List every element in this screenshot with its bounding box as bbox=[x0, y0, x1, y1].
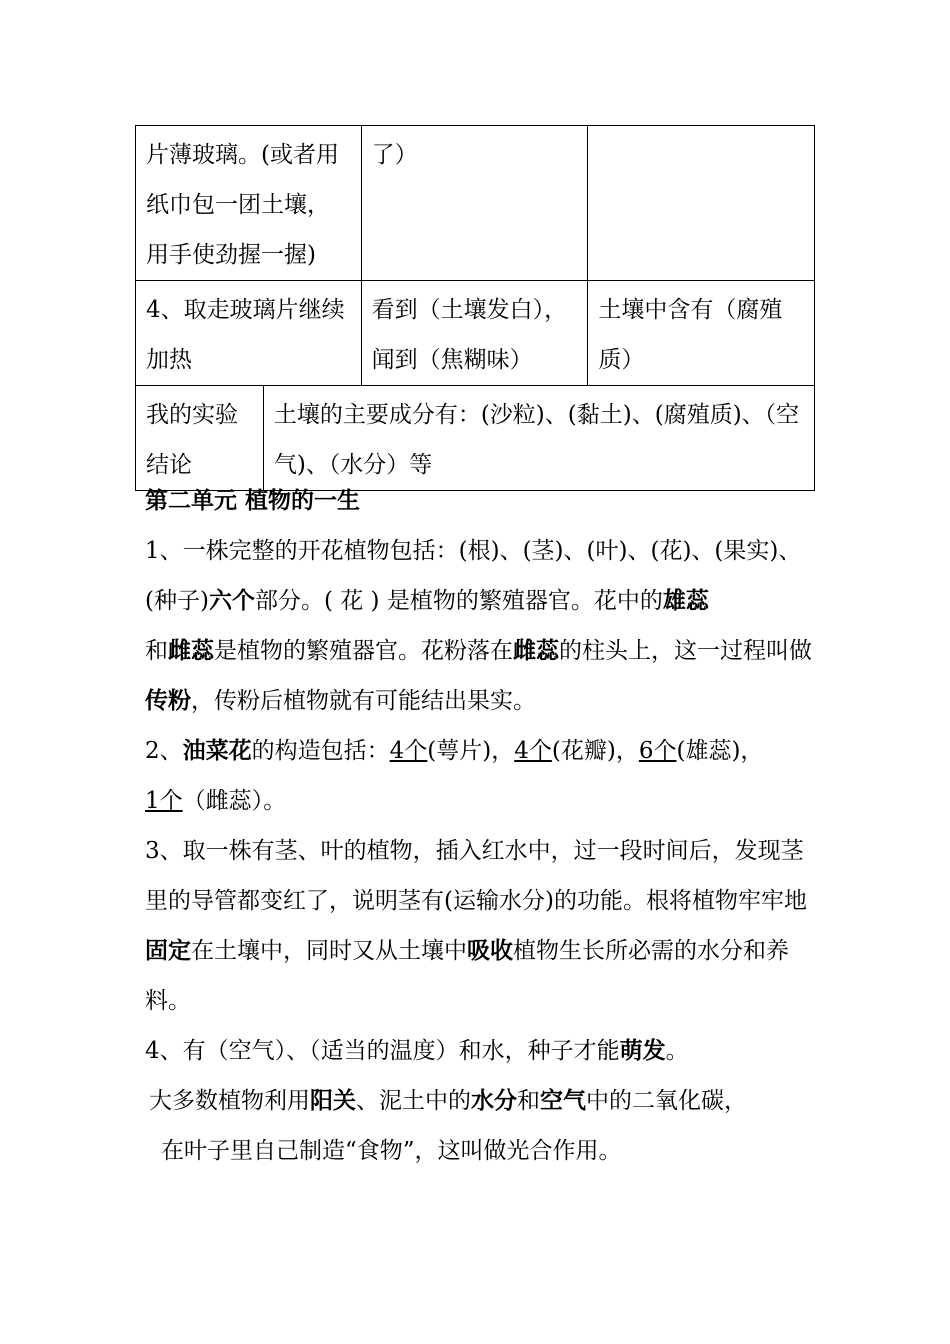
table-row bbox=[136, 386, 815, 491]
text: 中的二氧化碳， bbox=[586, 1088, 747, 1114]
paragraph-6 bbox=[145, 1126, 817, 1176]
text: 4、有（空气）、（适当的温度）和水，种子才能 bbox=[145, 1038, 620, 1064]
paragraph-5 bbox=[145, 1076, 817, 1126]
table-cell-procedure: 4、取走玻璃片继续加热 bbox=[136, 281, 362, 386]
bold-term: 雌蕊 bbox=[513, 638, 559, 664]
text: (雄蕊)， bbox=[676, 738, 764, 764]
text: 和 bbox=[145, 638, 168, 664]
text: (萼片)， bbox=[427, 738, 515, 764]
text: 部分。( 花 ) 是植物的繁殖器官。花中的 bbox=[254, 588, 663, 614]
bold-term: 萌发 bbox=[619, 1038, 666, 1064]
table-row bbox=[136, 126, 815, 281]
bold-term: 水分 bbox=[471, 1088, 517, 1114]
paragraph-1 bbox=[145, 526, 817, 726]
underlined-count: 6个 bbox=[638, 738, 677, 764]
bold-term: 六个 bbox=[208, 588, 255, 614]
table-row bbox=[136, 281, 815, 386]
table-cell-conclusion: 土壤中含有（腐殖质） bbox=[588, 281, 815, 386]
text: 、泥土中的 bbox=[356, 1088, 471, 1114]
text: (花瓣)， bbox=[551, 738, 639, 764]
table-cell-conclusion bbox=[588, 126, 815, 281]
text: 和 bbox=[517, 1088, 540, 1114]
text: 3、取一株有茎、叶的植物，插入红水中，过一段时间后，发现茎里的导管都变红了，说明茎有(运输水分)的功能。根将植物牢牢地 bbox=[145, 838, 807, 914]
bold-term: 传粉 bbox=[145, 688, 191, 714]
paragraph-2 bbox=[145, 726, 817, 826]
table-cell-observation: 了） bbox=[361, 126, 588, 281]
underlined-count: 1个 bbox=[145, 788, 183, 814]
experiment-table bbox=[135, 125, 815, 491]
underlined-count: 4个 bbox=[514, 738, 552, 764]
text: 大多数植物利用 bbox=[149, 1088, 310, 1114]
section-content bbox=[145, 476, 817, 1176]
bold-term: 雌蕊 bbox=[168, 638, 214, 664]
bold-term: 阳关 bbox=[310, 1088, 356, 1114]
table-cell-label: 我的实验结论 bbox=[136, 386, 264, 491]
section-heading: 第二单元 植物的一生 bbox=[145, 488, 361, 514]
bold-term: 雄蕊 bbox=[662, 588, 709, 614]
table-cell-procedure: 片薄玻璃。(或者用纸巾包一团土壤，用手使劲握一握) bbox=[136, 126, 362, 281]
text: 的构造包括： bbox=[251, 738, 390, 764]
text: 植物生长所必需的水分和养料。 bbox=[145, 938, 789, 1014]
bold-term: 固定 bbox=[145, 938, 191, 964]
bold-term: 油菜花 bbox=[182, 738, 252, 764]
text: ，传粉后植物就有可能结出果实。 bbox=[191, 688, 536, 714]
bold-term: 空气 bbox=[540, 1088, 586, 1114]
table-cell-observation: 看到（土壤发白），闻到（焦糊味） bbox=[361, 281, 588, 386]
paragraph-3 bbox=[145, 826, 817, 1026]
text: （雌蕊）。 bbox=[182, 788, 287, 814]
bold-term: 吸收 bbox=[467, 938, 513, 964]
underlined-count: 4个 bbox=[389, 738, 428, 764]
paragraph-4 bbox=[145, 1026, 817, 1076]
text: 2、 bbox=[145, 738, 183, 764]
table-cell-result: 土壤的主要成分有：(沙粒)、(黏土)、(腐殖质)、（空气)、（水分）等 bbox=[263, 386, 814, 491]
text: 1、一株完整的开花植物包括：(根)、(茎)、(叶)、(花)、(果实)、(种子) bbox=[145, 538, 802, 614]
text: 。 bbox=[665, 1038, 689, 1064]
text: 是植物的繁殖器官。花粉落在 bbox=[214, 638, 513, 664]
text: 在土壤中，同时又从土壤中 bbox=[191, 938, 467, 964]
text: 在叶子里自己制造“食物”，这叫做光合作用。 bbox=[161, 1138, 622, 1164]
text: 的柱头上，这一过程叫做 bbox=[559, 638, 812, 664]
